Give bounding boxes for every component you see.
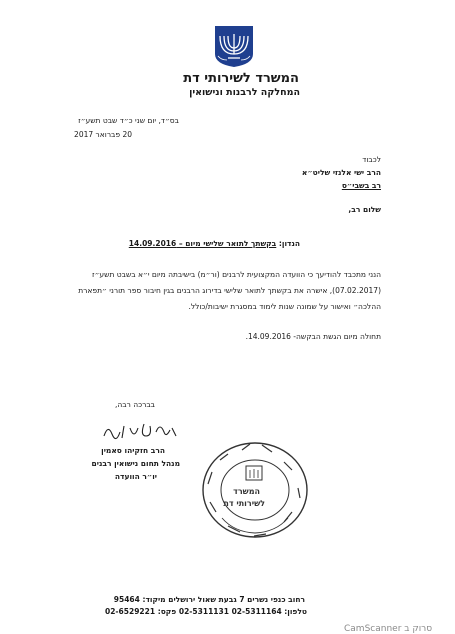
recipient-name: הרב ישי אלנזי שליט״א: [301, 168, 381, 177]
stamp-text-1: המשרד: [233, 487, 260, 496]
recipient-to: לכבוד: [362, 155, 381, 164]
closing: בברכה רבה,: [114, 400, 155, 409]
signature-icon: [100, 418, 180, 444]
greeting: שלום רב,: [348, 205, 381, 214]
validity-line: תחולה מיום הגשת הבקשה- 14.09.2016.: [245, 332, 381, 341]
gregorian-date: 20 פברואר 2017: [74, 130, 132, 139]
signer-role: יו״ר הוועדה: [114, 472, 157, 481]
stamp-text-2: לשירותי דת: [223, 499, 265, 508]
footer-phones: טלפון: 02-5311164 02-5311131 פקס: 02-6529221: [104, 607, 307, 616]
footer-address: רחוב כנפי נשרים 7 גבעת שאול ירושלים מיקוד: 95464: [113, 595, 305, 604]
body-line-3: ההלכה״ ואישור על שמונה שנות לימוד במסגרת ישיבות/כולל.: [188, 302, 381, 311]
body-line-2: (07.02.2017), אישרה את בקשתך לתואר שלישי בדירוג הרבנים בגין חיבור ספר תורני ״תפארת: [78, 286, 381, 295]
subject-label: הנדון:: [278, 239, 300, 248]
department-name: המחלקה לרבנות ונישואין: [189, 87, 300, 98]
recipient-city: רב בשבי״ס: [341, 181, 381, 190]
subject-line: [129, 240, 300, 248]
subject-text: בקשתך לתואר שלישי מיום – 14.09.2016: [128, 239, 277, 248]
hebrew-date: בס״ד, יום שני כ״ד שבט תשע״ז: [78, 116, 179, 125]
scanner-watermark: CamScanner סרוק ב: [344, 624, 433, 634]
signer-name: הרב חזקיהו סאמין: [101, 446, 165, 455]
ministry-name: המשרד לשירותי דת: [183, 71, 299, 86]
body-line-1: הנני מתכבד להודיעך כי הוועדה המקצועית לרבנים (ור״מ) בישיבתה מיום י״א בשבט תשע״ז: [92, 270, 381, 279]
menorah-emblem-icon: [213, 24, 255, 68]
signer-title: מנהל תחום נישואין רבנים: [91, 459, 180, 468]
